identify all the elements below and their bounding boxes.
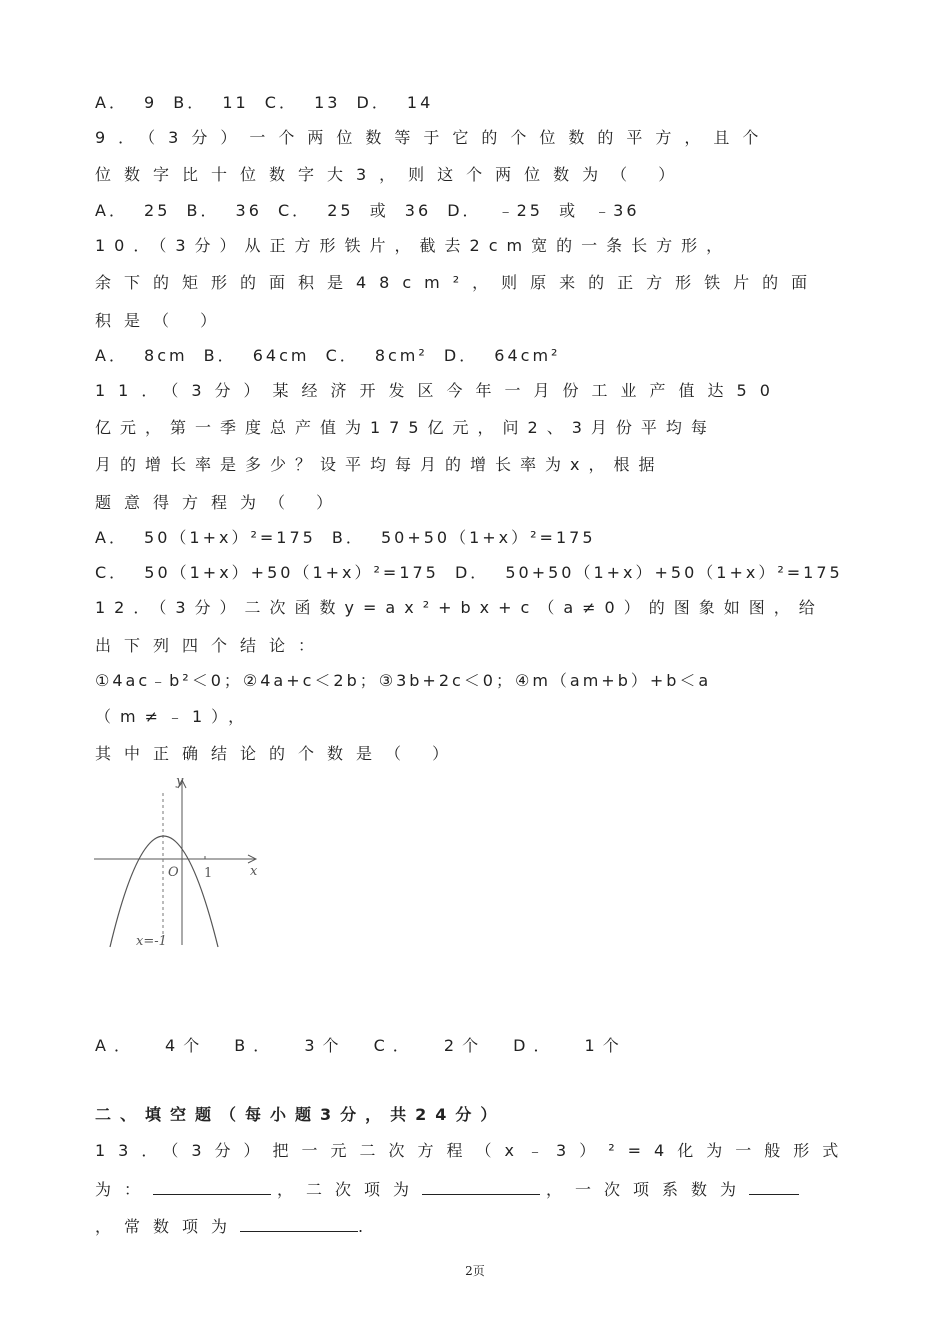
q9-stem-line1: 9．（3分）一个两位数等于它的个位数的平方，且个 bbox=[95, 128, 772, 147]
q10-stem-line2: 余下的矩形的面积是48cm²，则原来的正方形铁片的面 bbox=[95, 273, 821, 292]
q13-text-b: ，二次项为 bbox=[277, 1180, 423, 1199]
q13-stem-line2 bbox=[95, 1178, 799, 1200]
q12-conclusions: ①4ac﹣b²＜0；②4a+c＜2b；③3b+2c＜0；④m（am+b）+b＜a bbox=[95, 671, 712, 690]
page-number: 2页 bbox=[465, 1264, 485, 1278]
q11-stem-line3: 月的增长率是多少？设平均每月的增长率为x，根据 bbox=[95, 455, 664, 474]
q13-text-a: 为： bbox=[95, 1180, 154, 1199]
q11-stem-line1: 11．（3分）某经济开发区今年一月份工业产值达50 bbox=[95, 381, 783, 400]
q13-text-e: . bbox=[358, 1217, 364, 1236]
q11-options-cd: C． 50（1+x）+50（1+x）²=175 D． 50+50（1+x）+50（1+x）²=175 bbox=[95, 563, 843, 582]
q12-stem-line2: 出下列四个结论： bbox=[95, 636, 328, 655]
q13-text-c: ，一次项系数为 bbox=[546, 1180, 750, 1199]
answer-blank-general-form[interactable] bbox=[153, 1178, 271, 1195]
section-two-heading: 二、填空题（每小题3分，共24分） bbox=[95, 1105, 506, 1124]
q11-options-ab: A． 50（1+x）²=175 B． 50+50（1+x）²=175 bbox=[95, 528, 596, 547]
graph-x-label: x bbox=[250, 864, 258, 879]
q10-stem-line1: 10．（3分）从正方形铁片，截去2cm宽的一条长方形， bbox=[95, 236, 732, 255]
graph-tick-label: 1 bbox=[204, 866, 213, 881]
graph-origin-label: O bbox=[168, 865, 179, 880]
q11-stem-line2: 亿元，第一季度总产值为175亿元，问2、3月份平均每 bbox=[95, 418, 716, 437]
answer-blank-quadratic-term[interactable] bbox=[422, 1178, 540, 1195]
q12-conclusions-cont: （m≠﹣1）， bbox=[95, 707, 254, 726]
answer-blank-constant-term[interactable] bbox=[240, 1215, 358, 1232]
q9-options: A． 25 B． 36 C． 25 或 36 D． ﹣25 或 ﹣36 bbox=[95, 201, 640, 220]
q13-stem-line1: 13．（3分）把一元二次方程（x﹣3）²=4化为一般形式 bbox=[95, 1141, 852, 1160]
q12-options: A． 4个 B． 3个 C． 2个 D． 1个 bbox=[95, 1036, 627, 1055]
q8-options: A． 9 B． 11 C． 13 D． 14 bbox=[95, 93, 434, 112]
q13-stem-line3 bbox=[95, 1215, 363, 1237]
parabola-graph bbox=[90, 775, 270, 955]
q9-stem-line2: 位数字比十位数字大3，则这个两位数为（ ） bbox=[95, 165, 688, 184]
q12-stem-line1: 12．（3分）二次函数y=ax²+bx+c（a≠0）的图象如图，给 bbox=[95, 598, 824, 617]
q13-text-d: ，常数项为 bbox=[95, 1217, 241, 1236]
q11-stem-line4: 题意得方程为（ ） bbox=[95, 493, 346, 512]
graph-axis-label: x=-1 bbox=[136, 934, 167, 949]
graph-y-label: y bbox=[176, 775, 184, 789]
answer-blank-linear-coefficient[interactable] bbox=[749, 1178, 799, 1195]
q10-options: A． 8cm B． 64cm C． 8cm² D． 64cm² bbox=[95, 346, 561, 365]
q10-stem-line3: 积是（ ） bbox=[95, 311, 230, 330]
q12-question: 其中正确结论的个数是（ ） bbox=[95, 744, 462, 763]
graph-parabola bbox=[110, 836, 218, 947]
